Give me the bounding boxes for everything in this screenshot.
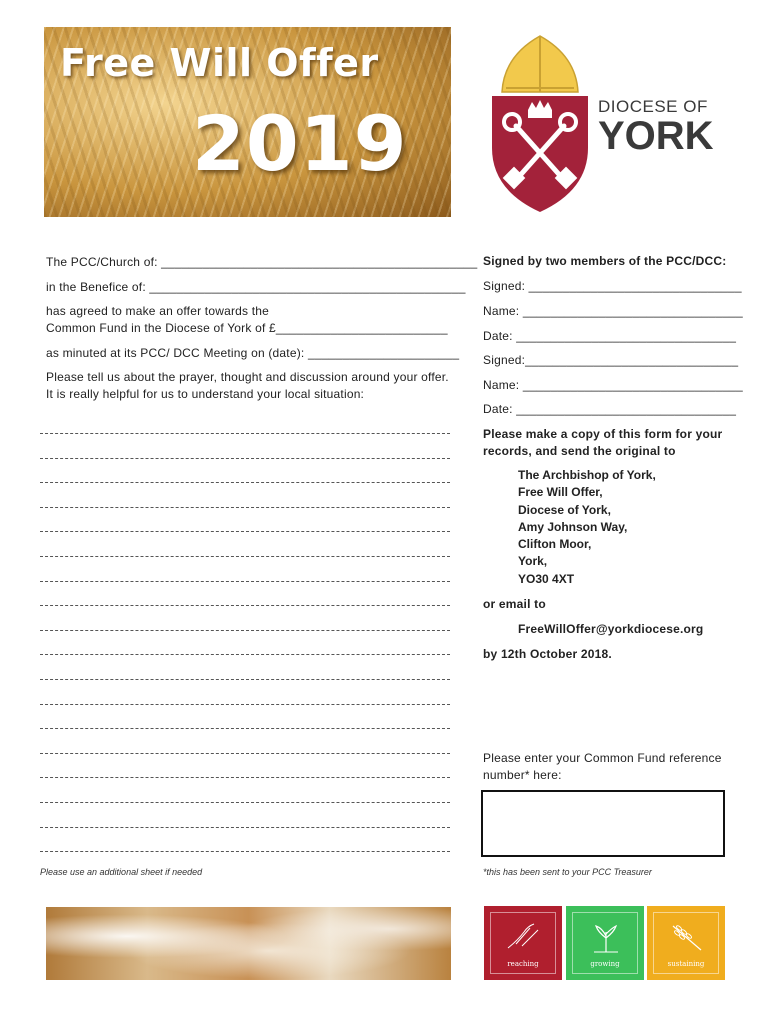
tile-label: reaching xyxy=(507,960,539,968)
writing-line[interactable] xyxy=(40,531,450,532)
common-fund-amount-field[interactable]: Common Fund in the Diocese of York of £_________________________ xyxy=(46,321,448,335)
hand-icon xyxy=(504,918,544,954)
date-field-1[interactable]: Date: ________________________________ xyxy=(483,329,737,343)
name-field-2[interactable]: Name: ________________________________ xyxy=(483,378,743,392)
writing-line[interactable] xyxy=(40,728,450,729)
pcc-church-field[interactable]: The PCC/Church of: ______________________________________________ xyxy=(46,255,478,269)
tile-growing xyxy=(566,906,644,980)
signed-field-1[interactable]: Signed: _______________________________ xyxy=(483,279,742,293)
tile-reaching xyxy=(484,906,562,980)
diocese-name xyxy=(598,98,726,156)
postal-address xyxy=(518,467,656,588)
free-will-offer-banner xyxy=(44,27,451,217)
address-line: York, xyxy=(518,554,548,569)
tile-label: growing xyxy=(590,960,620,968)
writing-line[interactable] xyxy=(40,433,450,434)
tile-sustaining xyxy=(647,906,725,980)
address-line: The Archbishop of York, xyxy=(518,468,656,482)
email-link[interactable]: FreeWillOffer@yorkdiocese.org xyxy=(518,622,704,636)
tile-label: sustaining xyxy=(667,960,705,968)
wheat-icon xyxy=(667,920,707,954)
agreed-offer-line1: has agreed to make an offer towards the xyxy=(46,304,270,318)
reference-prompt-line1: Please enter your Common Fund reference xyxy=(483,751,722,765)
address-line: Free Will Offer, xyxy=(518,485,603,500)
date-field-2[interactable]: Date: ________________________________ xyxy=(483,402,737,416)
writing-line[interactable] xyxy=(40,802,450,803)
writing-line[interactable] xyxy=(40,704,450,705)
banner-title: Free Will Offer xyxy=(60,41,379,85)
writing-line[interactable] xyxy=(40,458,450,459)
reference-footnote: *this has been sent to your PCC Treasurer xyxy=(483,867,652,877)
writing-line[interactable] xyxy=(40,654,450,655)
writing-line[interactable] xyxy=(40,827,450,828)
copy-note-line2: records, and send the original to xyxy=(483,444,676,458)
writing-line[interactable] xyxy=(40,851,450,852)
writing-line[interactable] xyxy=(40,556,450,557)
address-line: Diocese of York, xyxy=(518,502,611,517)
signed-heading: Signed by two members of the PCC/DCC: xyxy=(483,254,727,268)
tell-us-line2: It is really helpful for us to understand your local situation: xyxy=(46,387,365,401)
deadline-text: by 12th October 2018. xyxy=(483,647,612,661)
diocese-name-line2: YORK xyxy=(598,114,714,158)
diocese-name-line1: DIOCESE OF xyxy=(598,97,708,116)
address-line: Amy Johnson Way, xyxy=(518,519,628,534)
reference-number-input[interactable] xyxy=(481,790,725,857)
email-intro: or email to xyxy=(483,597,546,611)
writing-line[interactable] xyxy=(40,482,450,483)
writing-line[interactable] xyxy=(40,679,450,680)
signed-field-2[interactable]: Signed:_______________________________ xyxy=(483,353,739,367)
seedling-icon xyxy=(590,918,622,956)
copy-note-line1: Please make a copy of this form for your xyxy=(483,427,723,441)
writing-line[interactable] xyxy=(40,507,450,508)
diocese-crest-logo xyxy=(486,30,594,214)
benefice-field[interactable]: in the Benefice of: ______________________________________________ xyxy=(46,280,466,294)
reference-prompt-line2: number* here: xyxy=(483,768,562,782)
writing-line[interactable] xyxy=(40,605,450,606)
address-line: YO30 4XT xyxy=(518,571,575,586)
address-line: Clifton Moor, xyxy=(518,537,592,552)
additional-sheet-note: Please use an additional sheet if needed xyxy=(40,867,203,877)
writing-line[interactable] xyxy=(40,777,450,778)
writing-line[interactable] xyxy=(40,753,450,754)
name-field-1[interactable]: Name: ________________________________ xyxy=(483,304,743,318)
flour-photo xyxy=(46,907,451,980)
writing-line[interactable] xyxy=(40,630,450,631)
writing-line[interactable] xyxy=(40,581,450,582)
tell-us-line1: Please tell us about the prayer, thought and discussion around your offer. xyxy=(46,370,449,384)
banner-year: 2019 xyxy=(192,99,408,188)
meeting-date-field[interactable]: as minuted at its PCC/ DCC Meeting on (date): ______________________ xyxy=(46,346,460,360)
